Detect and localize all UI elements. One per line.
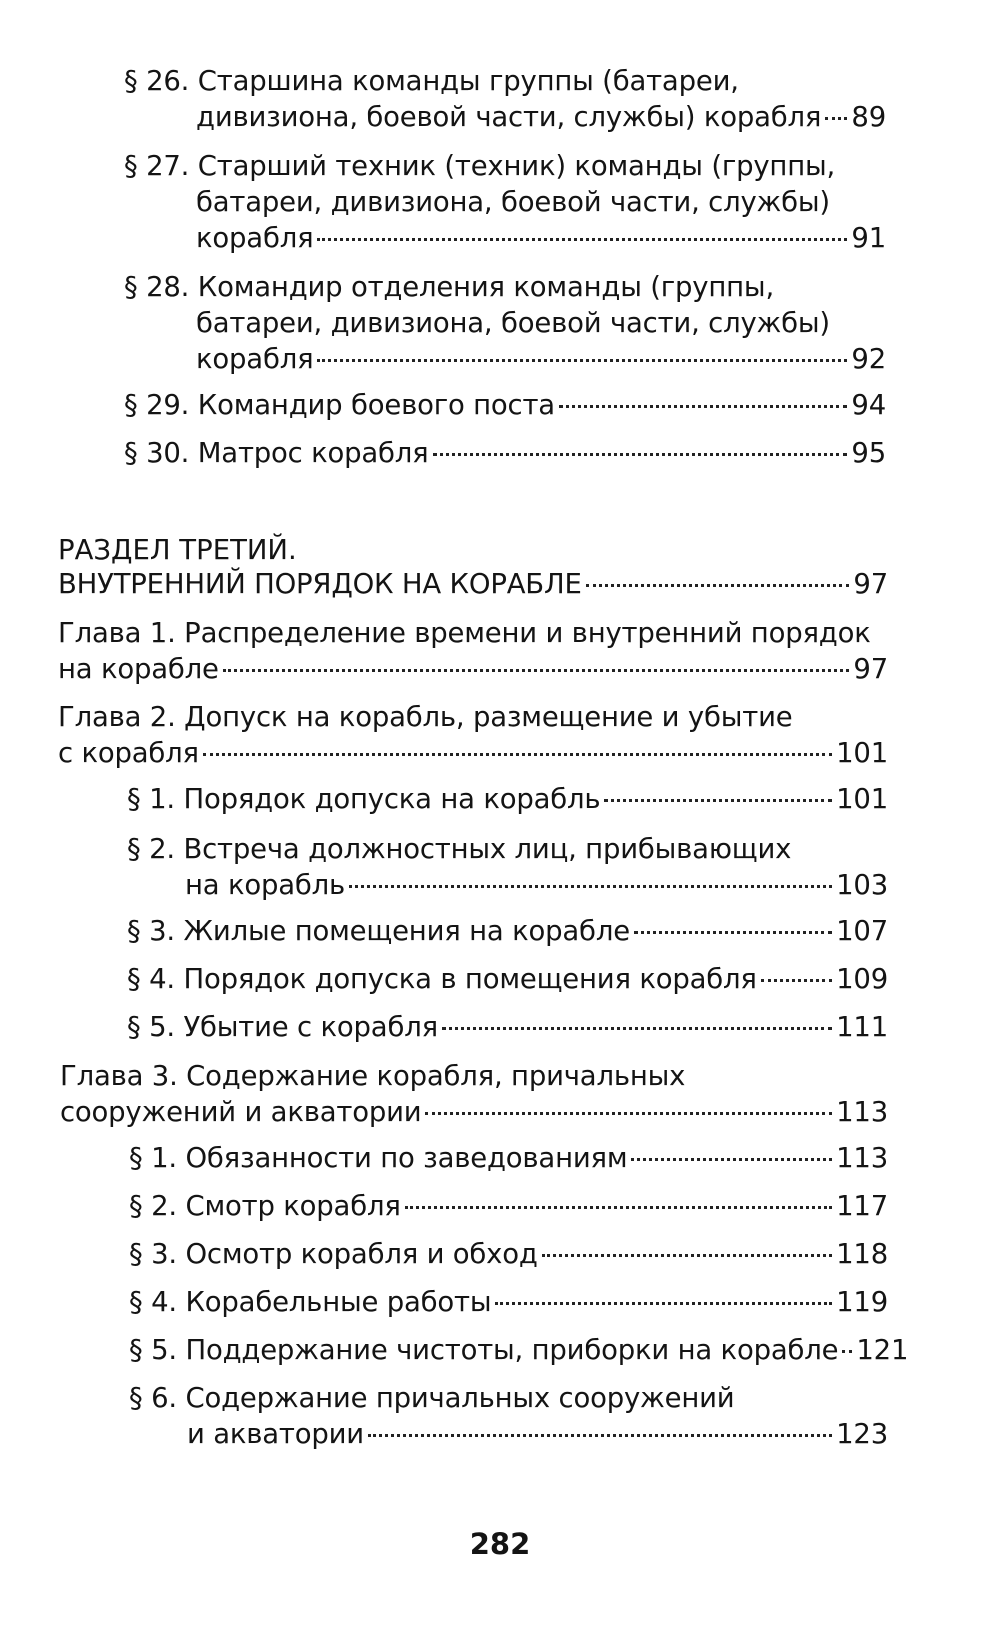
dot-leader <box>368 1434 832 1437</box>
entry-last-line <box>124 387 886 423</box>
toc-ch2-para-4 <box>127 961 888 997</box>
entry-page-number: 111 <box>836 1011 888 1043</box>
dot-leader <box>425 1112 832 1115</box>
entry-title-line: батареи, дивизиона, боевой части, службы) <box>196 186 830 218</box>
entry-page-number: 119 <box>836 1286 888 1318</box>
entry-title-line: § 2. Смотр корабля <box>129 1190 401 1222</box>
dot-leader <box>761 979 832 982</box>
entry-last-line <box>129 1416 888 1452</box>
entry-title-line: корабля <box>196 222 314 254</box>
entry-page-number: 118 <box>836 1238 888 1270</box>
entry-page-number: 113 <box>836 1142 888 1174</box>
entry-page-number: 113 <box>836 1096 888 1128</box>
entry-last-line <box>124 341 886 377</box>
entry-title-line: § 1. Обязанности по заведованиям <box>129 1142 628 1174</box>
entry-title-line: § 1. Порядок допуска на корабль <box>127 783 601 815</box>
toc-chapter-1 <box>58 615 888 687</box>
entry-last-line <box>124 220 886 256</box>
toc-ch3-para-2 <box>129 1188 888 1224</box>
entry-page-number: 107 <box>836 915 888 947</box>
entry-title-line: батареи, дивизиона, боевой части, службы) <box>196 307 830 339</box>
toc-entry-28 <box>124 269 886 377</box>
toc-ch2-para-3 <box>127 913 888 949</box>
entry-last-line <box>124 435 886 471</box>
entry-title-line: § 2. Встреча должностных лиц, прибывающих <box>127 833 792 865</box>
entry-title-line: § 4. Корабельные работы <box>129 1286 492 1318</box>
entry-page-number: 89 <box>851 101 886 133</box>
entry-last-line <box>129 1332 909 1368</box>
entry-last-line <box>124 99 886 135</box>
dot-leader <box>433 453 848 456</box>
entry-last-line <box>58 735 888 771</box>
entry-title-line: § 4. Порядок допуска в помещения корабля <box>127 963 757 995</box>
toc-ch2-para-1 <box>127 781 888 817</box>
dot-leader <box>631 1158 832 1161</box>
entry-title-line: Глава 1. Распределение времени и внутренний порядок <box>58 617 871 649</box>
dot-leader <box>604 799 832 802</box>
toc-entry-29 <box>124 387 886 423</box>
section-heading: РАЗДЕЛ ТРЕТИЙ. <box>58 534 297 566</box>
entry-title-line: § 26. Старшина команды группы (батареи, <box>124 65 739 97</box>
entry-page-number: 123 <box>836 1418 888 1450</box>
dot-leader <box>223 669 850 672</box>
entry-page-number: 121 <box>856 1334 909 1366</box>
entry-page-number: 95 <box>851 437 886 469</box>
dot-leader <box>559 405 847 408</box>
dot-leader <box>317 359 847 362</box>
entry-last-line <box>129 1284 888 1320</box>
toc-entry-30 <box>124 435 886 471</box>
toc-entry-27 <box>124 148 886 256</box>
entry-title-line: § 5. Поддержание чистоты, приборки на корабле <box>129 1334 839 1366</box>
entry-last-line <box>60 1094 888 1130</box>
dot-leader <box>842 1350 852 1353</box>
entry-title-line: дивизиона, боевой части, службы) корабля <box>196 101 822 133</box>
dot-leader <box>349 885 832 888</box>
entry-title-line: Глава 2. Допуск на корабль, размещение и убытие <box>58 701 793 733</box>
dot-leader <box>495 1302 832 1305</box>
entry-title-line: сооружений и акватории <box>60 1096 422 1128</box>
entry-page-number: 101 <box>836 783 888 815</box>
entry-title-line: с корабля <box>58 737 199 769</box>
entry-page-number: 97 <box>853 568 888 600</box>
entry-page-number: 91 <box>851 222 886 254</box>
toc-ch3-para-1 <box>129 1140 888 1176</box>
dot-leader <box>203 753 832 756</box>
entry-page-number: 117 <box>836 1190 888 1222</box>
dot-leader <box>405 1206 832 1209</box>
section-title: ВНУТРЕННИЙ ПОРЯДОК НА КОРАБЛЕ <box>58 568 582 600</box>
entry-title-line: Глава 3. Содержание корабля, причальных <box>60 1060 686 1092</box>
toc-ch3-para-6 <box>129 1380 888 1452</box>
entry-last-line <box>127 781 888 817</box>
toc-ch3-para-5 <box>129 1332 909 1368</box>
dot-leader <box>442 1027 832 1030</box>
dot-leader <box>542 1254 832 1257</box>
entry-page-number: 92 <box>851 343 886 375</box>
dot-leader <box>317 238 847 241</box>
entry-title-line: § 3. Жилые помещения на корабле <box>127 915 630 947</box>
entry-title-line: § 6. Содержание причальных сооружений <box>129 1382 735 1414</box>
entry-title-line: § 5. Убытие с корабля <box>127 1011 438 1043</box>
entry-title-line: § 28. Командир отделения команды (группы, <box>124 271 774 303</box>
page-number: 282 <box>469 1527 531 1561</box>
dot-leader <box>825 117 847 120</box>
entry-page-number: 103 <box>836 869 888 901</box>
entry-page-number: 109 <box>836 963 888 995</box>
entry-last-line <box>127 867 888 903</box>
dot-leader <box>586 584 850 587</box>
entry-title-line: § 3. Осмотр корабля и обход <box>129 1238 538 1270</box>
toc-ch2-para-5 <box>127 1009 888 1045</box>
toc-ch3-para-4 <box>129 1284 888 1320</box>
entry-last-line <box>129 1188 888 1224</box>
entry-last-line <box>129 1140 888 1176</box>
section-title-entry <box>58 566 888 602</box>
entry-title-line: § 27. Старший техник (техник) команды (группы, <box>124 150 836 182</box>
entry-last-line <box>127 1009 888 1045</box>
toc-ch2-para-2 <box>127 831 888 903</box>
entry-last-line <box>58 651 888 687</box>
entry-title-line: § 29. Командир боевого поста <box>124 389 555 421</box>
entry-last-line <box>127 913 888 949</box>
entry-last-line <box>127 961 888 997</box>
entry-title-line: на корабле <box>58 653 219 685</box>
entry-last-line <box>58 566 888 602</box>
entry-page-number: 94 <box>851 389 886 421</box>
entry-title-line: на корабль <box>185 869 346 901</box>
entry-page-number: 101 <box>836 737 888 769</box>
entry-page-number: 97 <box>853 653 888 685</box>
toc-entry-26 <box>124 63 886 135</box>
entry-title-line: § 30. Матрос корабля <box>124 437 429 469</box>
entry-last-line <box>129 1236 888 1272</box>
toc-chapter-2 <box>58 699 888 771</box>
toc-ch3-para-3 <box>129 1236 888 1272</box>
toc-chapter-3 <box>60 1058 888 1130</box>
entry-title-line: корабля <box>196 343 314 375</box>
dot-leader <box>634 931 832 934</box>
entry-title-line: и акватории <box>187 1418 364 1450</box>
